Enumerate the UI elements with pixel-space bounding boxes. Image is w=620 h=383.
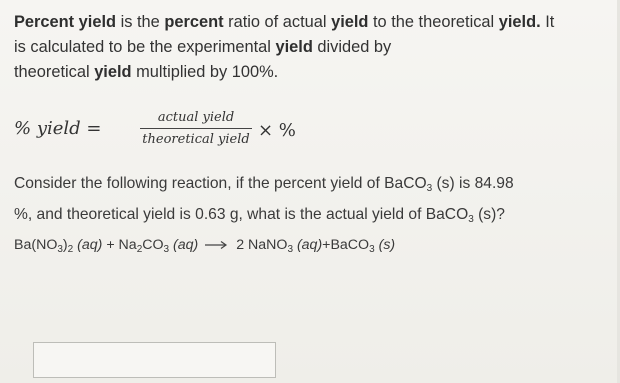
text-fragment: (s)? [473,206,505,223]
definition-line-2 [14,35,620,60]
question-line-2 [14,202,614,233]
subscript: 3 [57,244,63,255]
text-fragment: (s) is 84.98 [432,175,514,192]
term-yield: yield [94,63,132,81]
subscript: 3 [369,244,375,255]
text-fragment: multiplied by 100%. [131,63,279,81]
text-fragment: divided by [312,38,392,56]
text-fragment: is the [116,13,165,31]
subscript: 2 [136,244,143,255]
state-label: (aq) [169,237,199,253]
state-label: (aq) [73,237,103,253]
text-fragment: It [540,13,555,31]
formula-part: 2 NaNO [236,237,288,253]
state-label: (aq) [293,237,323,253]
formula-part: ) [62,237,68,253]
fraction-bar [140,128,252,129]
text-fragment: ratio of actual [223,13,332,31]
formula-part: CO [142,237,164,253]
term-percent-yield: Percent yield [14,13,117,31]
text-fragment: Consider the following reaction, if the percent yield of BaCO [14,175,427,192]
formula-numerator: actual yield [157,110,235,125]
text-fragment: %, and theoretical yield is 0.63 g, what is the actual yield of BaCO [14,206,469,223]
percent-yield-formula [14,110,334,160]
term-yield: yield [275,38,313,56]
term-yield: yield [331,13,369,31]
subscript: 2 [67,244,74,255]
definition-line-3 [14,60,620,85]
text-fragment: is calculated to be the experimental [14,38,276,56]
state-label: (s) [374,237,396,253]
definition-text [14,10,620,85]
question-text [14,171,614,233]
subscript: 3 [468,214,474,225]
subscript: 3 [287,244,293,255]
formula-fraction [140,110,252,148]
subscript: 3 [163,244,170,255]
term-yield: yield. [498,13,541,31]
definition-line-1 [14,10,620,35]
answer-input[interactable] [33,342,276,378]
formula-part: +BaCO [322,237,370,253]
subscript: 3 [426,183,433,194]
text-fragment: to the theoretical [368,13,499,31]
question-line-1 [14,171,614,202]
reaction-arrow-icon [205,240,229,250]
formula-lhs: % yield = [14,118,102,139]
text-fragment: theoretical [14,63,95,81]
formula-part: + Na [102,237,137,253]
formula-denominator: theoretical yield [142,132,250,147]
chemical-equation [14,233,614,262]
formula-part: Ba(NO [14,237,58,253]
formula-rhs: × % [258,120,296,141]
term-percent: percent [164,13,224,31]
